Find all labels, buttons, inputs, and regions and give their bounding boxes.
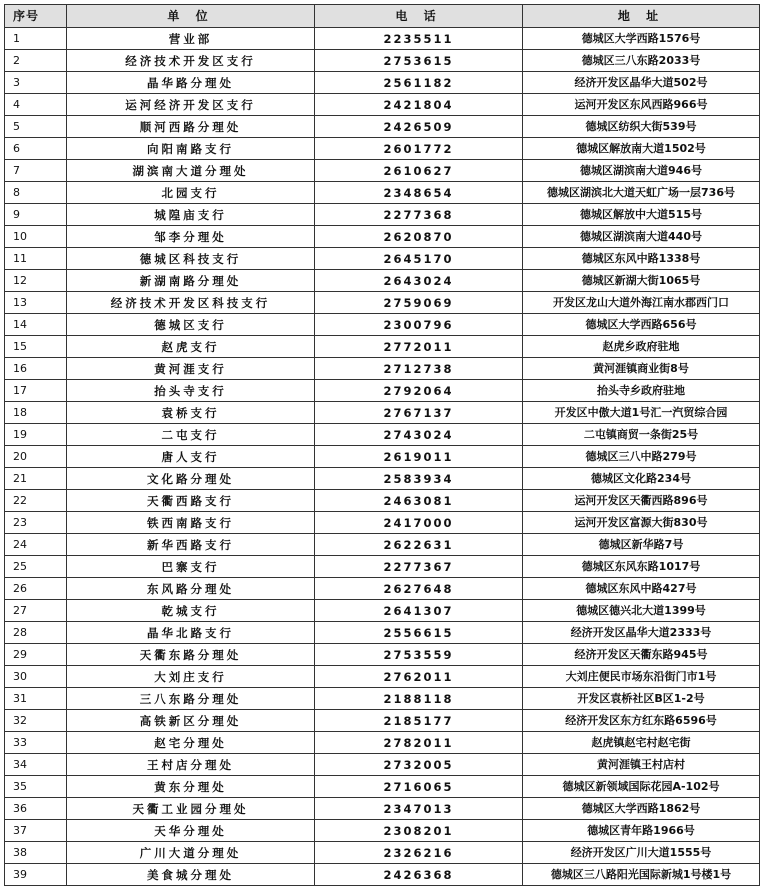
address-cell: 赵虎乡政府驻地 — [523, 336, 760, 358]
phone-cell: 2743024 — [315, 424, 523, 446]
table-row — [5, 820, 760, 842]
phone-cell: 2426368 — [315, 864, 523, 886]
address-cell: 德城区三八中路279号 — [523, 446, 760, 468]
phone-cell: 2348654 — [315, 182, 523, 204]
phone-cell: 2732005 — [315, 754, 523, 776]
phone-cell: 2641307 — [315, 600, 523, 622]
address-cell: 德城区三八东路2033号 — [523, 50, 760, 72]
address-cell: 德城区纺织大街539号 — [523, 116, 760, 138]
table-row — [5, 512, 760, 534]
table-row — [5, 732, 760, 754]
unit-name-cell: 德城区支行 — [67, 314, 315, 336]
unit-name-cell: 城隍庙支行 — [67, 204, 315, 226]
serial-number-cell: 34 — [5, 754, 67, 776]
unit-name-cell: 天华分理处 — [67, 820, 315, 842]
serial-number-cell: 36 — [5, 798, 67, 820]
serial-number-cell: 29 — [5, 644, 67, 666]
table-row — [5, 644, 760, 666]
address-cell: 德城区德兴北大道1399号 — [523, 600, 760, 622]
serial-number-cell: 3 — [5, 72, 67, 94]
phone-cell: 2772011 — [315, 336, 523, 358]
address-cell: 赵虎镇赵宅村赵宅街 — [523, 732, 760, 754]
table-row — [5, 270, 760, 292]
address-cell: 运河开发区天衢西路896号 — [523, 490, 760, 512]
unit-name-cell: 营业部 — [67, 28, 315, 50]
table-row — [5, 842, 760, 864]
address-cell: 德城区新领域国际花园A-102号 — [523, 776, 760, 798]
table-row — [5, 600, 760, 622]
unit-name-cell: 唐人支行 — [67, 446, 315, 468]
table-row — [5, 776, 760, 798]
serial-number-cell: 39 — [5, 864, 67, 886]
unit-name-cell: 广川大道分理处 — [67, 842, 315, 864]
serial-number-cell: 9 — [5, 204, 67, 226]
unit-name-cell: 天衢西路支行 — [67, 490, 315, 512]
phone-cell: 2417000 — [315, 512, 523, 534]
serial-number-cell: 12 — [5, 270, 67, 292]
serial-number-cell: 21 — [5, 468, 67, 490]
phone-cell: 2762011 — [315, 666, 523, 688]
table-row — [5, 28, 760, 50]
unit-name-cell: 晶华北路支行 — [67, 622, 315, 644]
unit-name-cell: 东风路分理处 — [67, 578, 315, 600]
address-cell: 德城区大学西路1576号 — [523, 28, 760, 50]
serial-number-cell: 38 — [5, 842, 67, 864]
table-row — [5, 688, 760, 710]
address-cell: 经济开发区天衢东路945号 — [523, 644, 760, 666]
header-address: 地 址 — [523, 5, 760, 28]
serial-number-cell: 19 — [5, 424, 67, 446]
serial-number-cell: 14 — [5, 314, 67, 336]
table-row — [5, 358, 760, 380]
serial-number-cell: 1 — [5, 28, 67, 50]
phone-cell: 2782011 — [315, 732, 523, 754]
serial-number-cell: 5 — [5, 116, 67, 138]
table-row — [5, 622, 760, 644]
address-cell: 抬头寺乡政府驻地 — [523, 380, 760, 402]
address-cell: 开发区龙山大道外海江南水郡西门口 — [523, 292, 760, 314]
phone-cell: 2556615 — [315, 622, 523, 644]
branch-directory-table — [4, 4, 760, 886]
table-header-row — [5, 5, 760, 28]
serial-number-cell: 15 — [5, 336, 67, 358]
address-cell: 德城区新华路7号 — [523, 534, 760, 556]
phone-cell: 2753559 — [315, 644, 523, 666]
serial-number-cell: 24 — [5, 534, 67, 556]
serial-number-cell: 10 — [5, 226, 67, 248]
phone-cell: 2767137 — [315, 402, 523, 424]
phone-cell: 2627648 — [315, 578, 523, 600]
phone-cell: 2277368 — [315, 204, 523, 226]
serial-number-cell: 33 — [5, 732, 67, 754]
unit-name-cell: 袁桥支行 — [67, 402, 315, 424]
unit-name-cell: 大刘庄支行 — [67, 666, 315, 688]
serial-number-cell: 17 — [5, 380, 67, 402]
table-row — [5, 138, 760, 160]
serial-number-cell: 32 — [5, 710, 67, 732]
table-row — [5, 468, 760, 490]
phone-cell: 2759069 — [315, 292, 523, 314]
phone-cell: 2300796 — [315, 314, 523, 336]
serial-number-cell: 22 — [5, 490, 67, 512]
phone-cell: 2643024 — [315, 270, 523, 292]
address-cell: 德城区新湖大街1065号 — [523, 270, 760, 292]
phone-cell: 2426509 — [315, 116, 523, 138]
unit-name-cell: 运河经济开发区支行 — [67, 94, 315, 116]
header-serial-number: 序号 — [5, 5, 67, 28]
table-row — [5, 864, 760, 886]
table-row — [5, 50, 760, 72]
address-cell: 德城区东风中路427号 — [523, 578, 760, 600]
unit-name-cell: 王村店分理处 — [67, 754, 315, 776]
unit-name-cell: 高铁新区分理处 — [67, 710, 315, 732]
address-cell: 德城区湖滨北大道天虹广场一层736号 — [523, 182, 760, 204]
unit-name-cell: 巴寨支行 — [67, 556, 315, 578]
table-row — [5, 666, 760, 688]
phone-cell: 2716065 — [315, 776, 523, 798]
unit-name-cell: 湖滨南大道分理处 — [67, 160, 315, 182]
unit-name-cell: 向阳南路支行 — [67, 138, 315, 160]
table-row — [5, 490, 760, 512]
phone-cell: 2235511 — [315, 28, 523, 50]
phone-cell: 2347013 — [315, 798, 523, 820]
serial-number-cell: 26 — [5, 578, 67, 600]
serial-number-cell: 35 — [5, 776, 67, 798]
phone-cell: 2185177 — [315, 710, 523, 732]
serial-number-cell: 8 — [5, 182, 67, 204]
serial-number-cell: 11 — [5, 248, 67, 270]
table-row — [5, 160, 760, 182]
table-row — [5, 72, 760, 94]
serial-number-cell: 13 — [5, 292, 67, 314]
unit-name-cell: 乾城支行 — [67, 600, 315, 622]
serial-number-cell: 4 — [5, 94, 67, 116]
unit-name-cell: 北园支行 — [67, 182, 315, 204]
address-cell: 德城区大学西路656号 — [523, 314, 760, 336]
unit-name-cell: 邹李分理处 — [67, 226, 315, 248]
table-row — [5, 402, 760, 424]
table-row — [5, 248, 760, 270]
phone-cell: 2463081 — [315, 490, 523, 512]
phone-cell: 2645170 — [315, 248, 523, 270]
address-cell: 德城区解放中大道515号 — [523, 204, 760, 226]
header-unit: 单 位 — [67, 5, 315, 28]
address-cell: 德城区东风中路1338号 — [523, 248, 760, 270]
table-row — [5, 226, 760, 248]
address-cell: 经济开发区晶华大道502号 — [523, 72, 760, 94]
table-row — [5, 798, 760, 820]
address-cell: 开发区中傲大道1号汇一汽贸综合园 — [523, 402, 760, 424]
table-row — [5, 336, 760, 358]
serial-number-cell: 18 — [5, 402, 67, 424]
address-cell: 经济开发区广川大道1555号 — [523, 842, 760, 864]
unit-name-cell: 二屯支行 — [67, 424, 315, 446]
address-cell: 开发区袁桥社区B区1-2号 — [523, 688, 760, 710]
table-row — [5, 116, 760, 138]
phone-cell: 2601772 — [315, 138, 523, 160]
address-cell: 经济开发区晶华大道2333号 — [523, 622, 760, 644]
address-cell: 德城区东风东路1017号 — [523, 556, 760, 578]
unit-name-cell: 晶华路分理处 — [67, 72, 315, 94]
serial-number-cell: 27 — [5, 600, 67, 622]
table-row — [5, 380, 760, 402]
serial-number-cell: 16 — [5, 358, 67, 380]
phone-cell: 2753615 — [315, 50, 523, 72]
phone-cell: 2561182 — [315, 72, 523, 94]
serial-number-cell: 23 — [5, 512, 67, 534]
unit-name-cell: 美食城分理处 — [67, 864, 315, 886]
phone-cell: 2792064 — [315, 380, 523, 402]
address-cell: 运河开发区东风西路966号 — [523, 94, 760, 116]
unit-name-cell: 经济技术开发区支行 — [67, 50, 315, 72]
phone-cell: 2620870 — [315, 226, 523, 248]
address-cell: 德城区湖滨南大道440号 — [523, 226, 760, 248]
table-row — [5, 424, 760, 446]
serial-number-cell: 30 — [5, 666, 67, 688]
serial-number-cell: 25 — [5, 556, 67, 578]
address-cell: 德城区湖滨南大道946号 — [523, 160, 760, 182]
address-cell: 二屯镇商贸一条街25号 — [523, 424, 760, 446]
serial-number-cell: 37 — [5, 820, 67, 842]
unit-name-cell: 新湖南路分理处 — [67, 270, 315, 292]
table-row — [5, 94, 760, 116]
address-cell: 德城区文化路234号 — [523, 468, 760, 490]
header-phone: 电 话 — [315, 5, 523, 28]
serial-number-cell: 28 — [5, 622, 67, 644]
table-row — [5, 710, 760, 732]
address-cell: 德城区三八路阳光国际新城1号楼1号 — [523, 864, 760, 886]
unit-name-cell: 文化路分理处 — [67, 468, 315, 490]
address-cell: 运河开发区富源大街830号 — [523, 512, 760, 534]
phone-cell: 2277367 — [315, 556, 523, 578]
table-row — [5, 204, 760, 226]
table-row — [5, 578, 760, 600]
unit-name-cell: 铁西南路支行 — [67, 512, 315, 534]
address-cell: 德城区解放南大道1502号 — [523, 138, 760, 160]
unit-name-cell: 天衢工业园分理处 — [67, 798, 315, 820]
unit-name-cell: 德城区科技支行 — [67, 248, 315, 270]
table-row — [5, 754, 760, 776]
phone-cell: 2326216 — [315, 842, 523, 864]
address-cell: 大刘庄便民市场东沿街门市1号 — [523, 666, 760, 688]
table-row — [5, 292, 760, 314]
table-row — [5, 314, 760, 336]
unit-name-cell: 黄东分理处 — [67, 776, 315, 798]
table-body — [5, 28, 760, 886]
phone-cell: 2188118 — [315, 688, 523, 710]
unit-name-cell: 赵宅分理处 — [67, 732, 315, 754]
phone-cell: 2610627 — [315, 160, 523, 182]
unit-name-cell: 新华西路支行 — [67, 534, 315, 556]
address-cell: 黄河涯镇王村店村 — [523, 754, 760, 776]
phone-cell: 2308201 — [315, 820, 523, 842]
address-cell: 经济开发区东方红东路6596号 — [523, 710, 760, 732]
serial-number-cell: 20 — [5, 446, 67, 468]
address-cell: 黄河涯镇商业街8号 — [523, 358, 760, 380]
phone-cell: 2619011 — [315, 446, 523, 468]
serial-number-cell: 6 — [5, 138, 67, 160]
unit-name-cell: 顺河西路分理处 — [67, 116, 315, 138]
phone-cell: 2421804 — [315, 94, 523, 116]
serial-number-cell: 7 — [5, 160, 67, 182]
address-cell: 德城区青年路1966号 — [523, 820, 760, 842]
unit-name-cell: 天衢东路分理处 — [67, 644, 315, 666]
unit-name-cell: 抬头寺支行 — [67, 380, 315, 402]
phone-cell: 2583934 — [315, 468, 523, 490]
table-row — [5, 446, 760, 468]
unit-name-cell: 经济技术开发区科技支行 — [67, 292, 315, 314]
phone-cell: 2712738 — [315, 358, 523, 380]
table-row — [5, 182, 760, 204]
unit-name-cell: 三八东路分理处 — [67, 688, 315, 710]
table-row — [5, 534, 760, 556]
phone-cell: 2622631 — [315, 534, 523, 556]
address-cell: 德城区大学西路1862号 — [523, 798, 760, 820]
unit-name-cell: 赵虎支行 — [67, 336, 315, 358]
serial-number-cell: 31 — [5, 688, 67, 710]
table-row — [5, 556, 760, 578]
unit-name-cell: 黄河涯支行 — [67, 358, 315, 380]
serial-number-cell: 2 — [5, 50, 67, 72]
